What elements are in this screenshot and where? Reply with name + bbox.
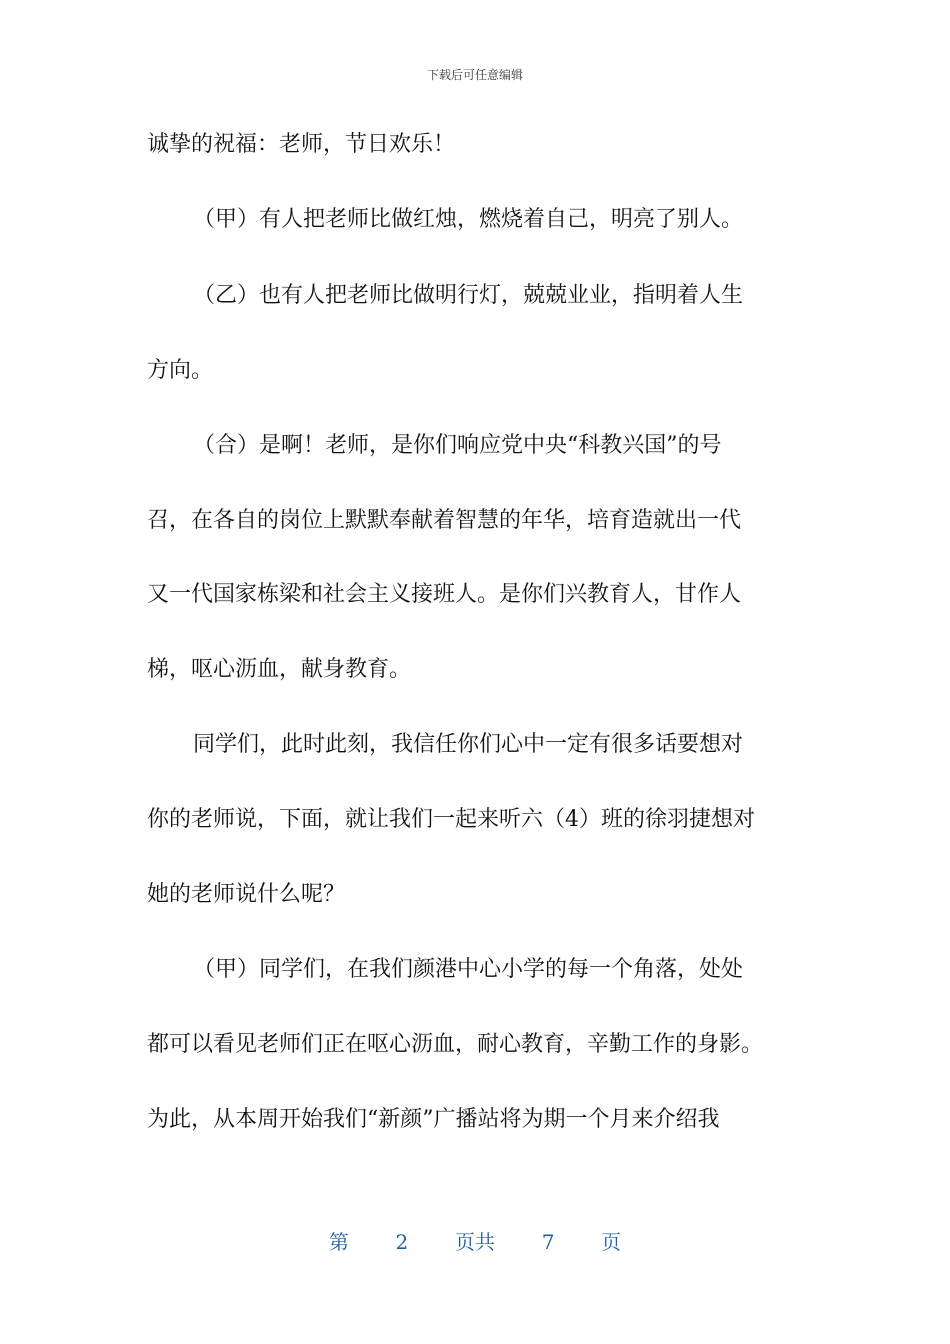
page-header: 下载后可任意编辑 bbox=[426, 68, 523, 82]
paragraph-text: 都可以看见老师们正在呕心沥血，耐心教育，辛勤工作的身影。 bbox=[147, 1032, 764, 1057]
total-pages-number: 7 bbox=[541, 1230, 555, 1254]
paragraph-text: 又一代国家栋梁和社会主义接班人。是你们兴教育人，甘作人 bbox=[147, 582, 742, 607]
paragraph-text: 同学们，此时此刻，我信任你们心中一定有很多话要想对 bbox=[193, 732, 744, 757]
page-label-prefix: 第 bbox=[328, 1230, 349, 1254]
paragraph-text: 梯，呕心沥血，献身教育。 bbox=[147, 657, 412, 682]
paragraph-text: 为此，从本周开始我们“新颜”广播站将为期一个月来介绍我 bbox=[147, 1107, 720, 1132]
paragraph-text: 诚挚的祝福：老师，节日欢乐！ bbox=[147, 132, 456, 157]
paragraph-text: 你的老师说，下面，就让我们一起来听六（4）班的徐羽捷想对 bbox=[147, 807, 755, 832]
paragraph-text: （甲）同学们，在我们颜港中心小学的每一个角落，处处 bbox=[193, 957, 744, 982]
paragraph-text: （合）是啊！老师，是你们响应党中央“科教兴国”的号 bbox=[193, 433, 722, 458]
paragraph-text: 她的老师说什么呢？ bbox=[147, 882, 346, 907]
paragraph-text: （乙）也有人把老师比做明行灯，兢兢业业，指明着人生 bbox=[193, 283, 744, 308]
page-footer bbox=[0, 1226, 950, 1255]
paragraph-text: （甲）有人把老师比做红烛，燃烧着自己，明亮了别人。 bbox=[193, 207, 744, 232]
paragraph-text: 方向。 bbox=[147, 358, 214, 383]
current-page-number: 2 bbox=[395, 1230, 409, 1254]
paragraph-text: 召，在各自的岗位上默默奉献着智慧的年华，培育造就出一代 bbox=[147, 508, 742, 533]
page-label-suffix: 页 bbox=[601, 1230, 622, 1254]
page-label-middle: 页共 bbox=[455, 1230, 495, 1254]
